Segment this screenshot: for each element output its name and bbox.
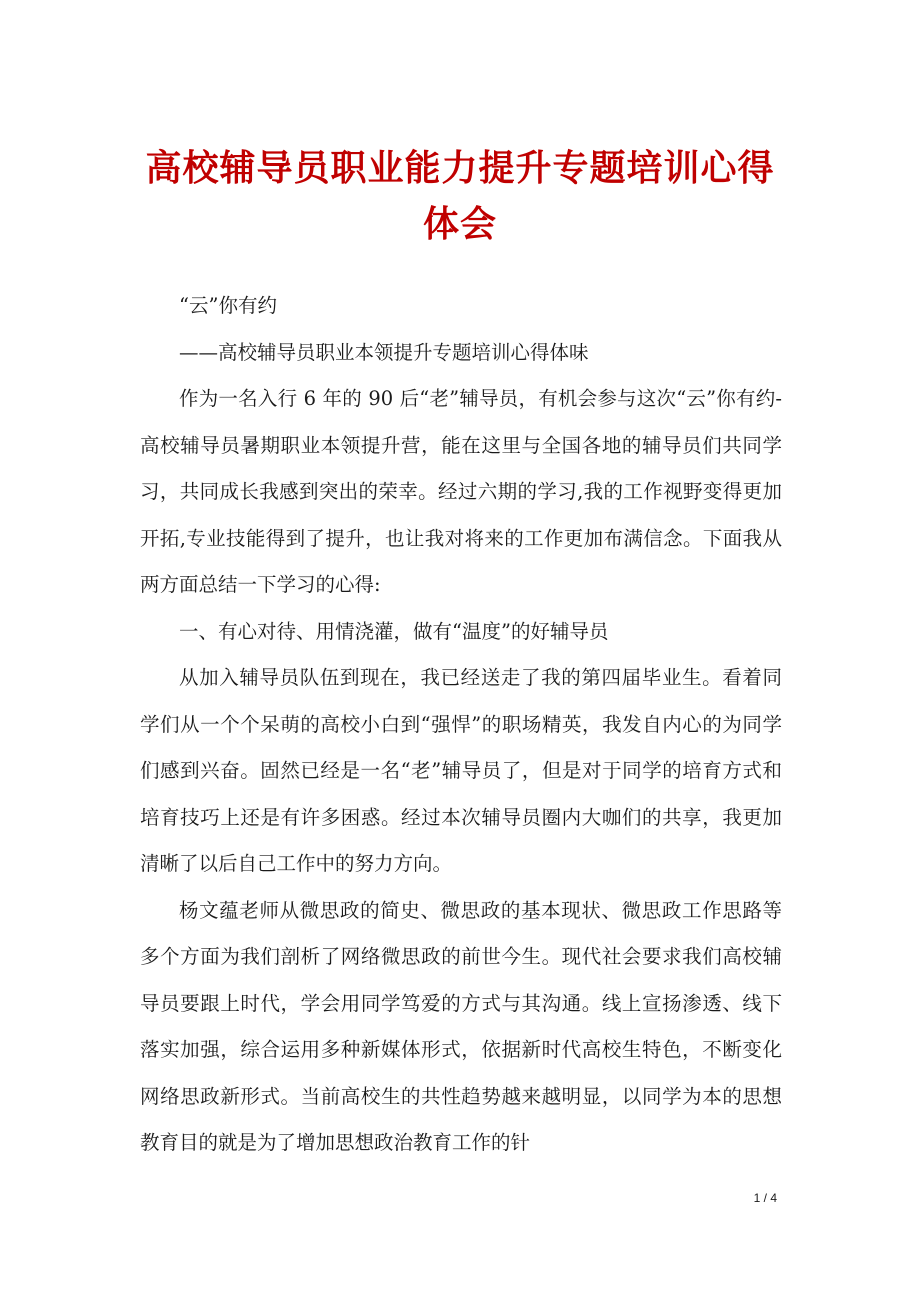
paragraph: 作为一名入行 6 年的 90 后“老”辅导员，有机会参与这次“云”你有约-高校辅导员暑期职业本领提升营，能在这里与全国各地的辅导员们共同学习，共同成长我感到突出的荣幸。经过六期的学习,我的工作视野变得更加开拓,专业技能得到了提升，也让我对将来的工作更加布满信念。下面我从两方面总结一下学习的心得:: [140, 387, 782, 596]
paragraph-subtitle: “云”你有约: [179, 294, 277, 317]
section-heading: 一、有心对待、用情浇灌，做有“温度”的好辅导员: [179, 619, 609, 643]
paragraph: 杨文蕴老师从微思政的简史、微思政的基本现状、微思政工作思路等多个方面为我们剖析了网络微思政的前世今生。现代社会要求我们高校辅导员要跟上时代，学会用同学笃爱的方式与其沟通。线上宣扬渗透、线下落实加强，综合运用多种新媒体形式，依据新时代高校生特色，不断变化网络思政新形式。当前高校生的共性趋势越来越明显，以同学为本的思想教育目的就是为了增加思想政治教育工作的针: [140, 898, 782, 1154]
page-number: 1 / 4: [753, 1191, 777, 1205]
document-body: [140, 283, 782, 1167]
paragraph-subtitle-line: ——高校辅导员职业本领提升专题培训心得体味: [179, 340, 589, 364]
paragraph: 从加入辅导员队伍到现在，我已经送走了我的第四届毕业生。看着同学们从一个个呆萌的高校小白到“强悍”的职场精英，我发自内心的为同学们感到兴奋。固然已经是一名“老”辅导员了，但是对于同学的培育方式和培育技巧上还是有许多困惑。经过本次辅导员圈内大咖们的共享，我更加清晰了以后自己工作中的努力方向。: [140, 666, 782, 875]
document-title: 高校辅导员职业能力提升专题培训心得体会: [145, 147, 775, 245]
